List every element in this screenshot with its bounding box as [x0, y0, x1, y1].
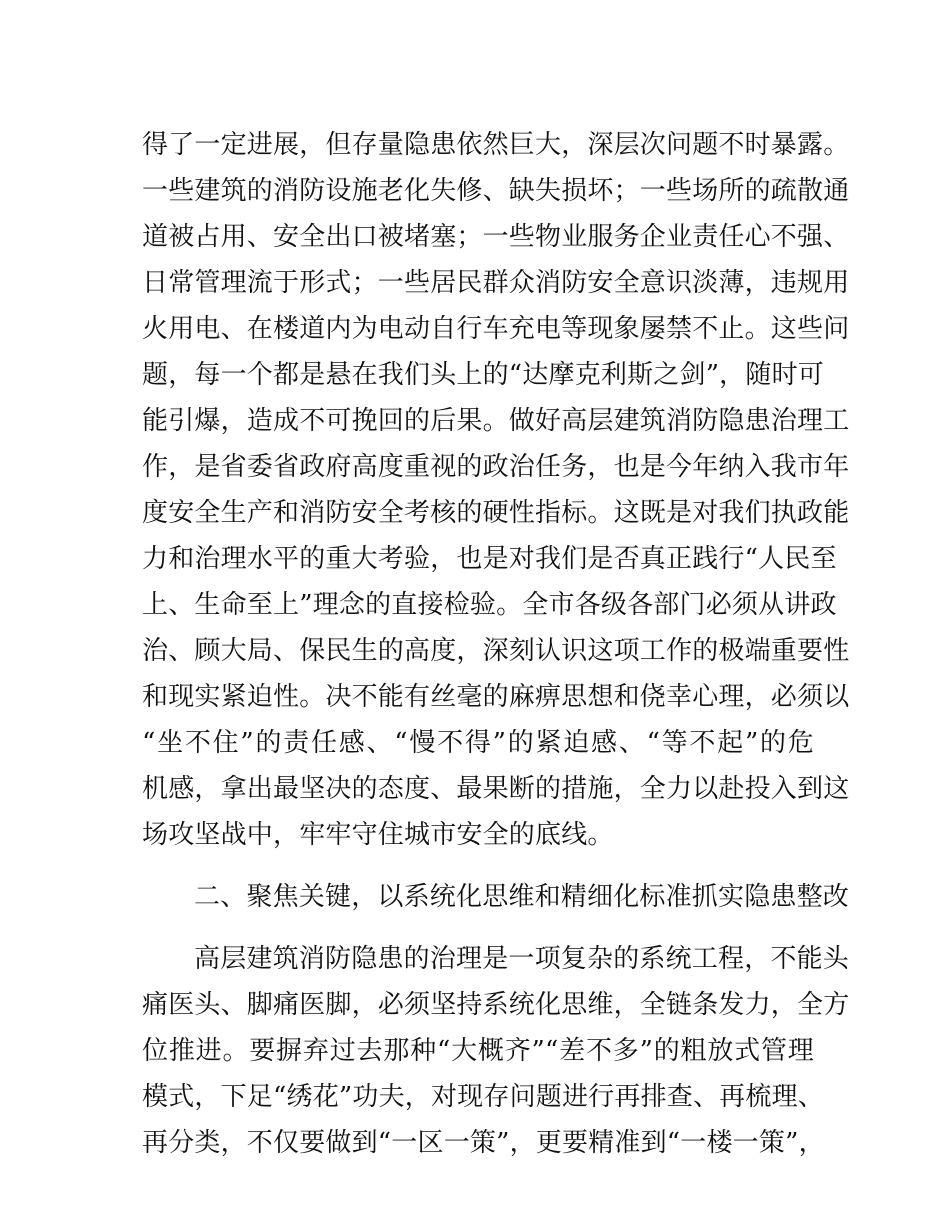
- text-line: 道被占用、安全出口被堵塞；一些物业服务企业责任心不强、: [142, 222, 850, 252]
- text-line: 日常管理流于形式；一些居民群众消防安全意识淡薄，违规用: [142, 268, 850, 298]
- text-line: 上、生命至上”理念的直接检验。全市各级各部门必须从讲政: [142, 590, 837, 620]
- text-line: “坐不住”的责任感、“慢不得”的紧迫感、“等不起”的危: [142, 728, 814, 758]
- text-line: 作，是省委省政府高度重视的政治任务，也是今年纳入我市年: [142, 452, 850, 482]
- text-line: 高层建筑消防隐患的治理是一项复杂的系统工程，不能头: [194, 944, 850, 974]
- text-line: 能引爆，造成不可挽回的后果。做好高层建筑消防隐患治理工: [142, 406, 850, 436]
- section-heading: 二、聚焦关键，以系统化思维和精细化标准抓实隐患整改: [194, 882, 850, 912]
- text-line: 痛医头、脚痛医脚，必须坚持系统化思维，全链条发力，全方: [142, 990, 850, 1020]
- text-line: 治、顾大局、保民生的高度，深刻认识这项工作的极端重要性: [142, 636, 850, 666]
- text-line: 力和治理水平的重大考验，也是对我们是否真正践行“人民至: [142, 544, 837, 574]
- text-line: 题，每一个都是悬在我们头上的“达摩克利斯之剑”，随时可: [142, 360, 824, 390]
- paragraph-gap: [142, 858, 814, 874]
- text-line: 机感，拿出最坚决的态度、最果断的措施，全力以赴投入到这: [142, 774, 850, 804]
- text-line: 模式，下足“绣花”功夫，对现存问题进行再排查、再梳理、: [142, 1082, 824, 1112]
- text-line: 火用电、在楼道内为电动自行车充电等现象屡禁不止。这些问: [142, 314, 850, 344]
- text-line: 场攻坚战中，牢牢守住城市安全的底线。: [142, 820, 614, 850]
- text-line: 再分类，不仅要做到“一区一策”，更要精准到“一楼一策”，: [142, 1128, 825, 1158]
- text-line: 和现实紧迫性。决不能有丝毫的麻痹思想和侥幸心理，必须以: [142, 682, 850, 712]
- text-line: 位推进。要摒弃过去那种“大概齐”“差不多”的粗放式管理: [142, 1036, 814, 1066]
- text-line: 一些建筑的消防设施老化失修、缺失损坏；一些场所的疏散通: [142, 176, 850, 206]
- text-line: 得了一定进展，但存量隐患依然巨大，深层次问题不时暴露。: [142, 130, 850, 160]
- text-line: 度安全生产和消防安全考核的硬性指标。这既是对我们执政能: [142, 498, 850, 528]
- document-page: [142, 122, 850, 1166]
- paragraph-2: [142, 936, 850, 1166]
- paragraph-gap: [142, 920, 814, 936]
- paragraph-1: [142, 122, 850, 858]
